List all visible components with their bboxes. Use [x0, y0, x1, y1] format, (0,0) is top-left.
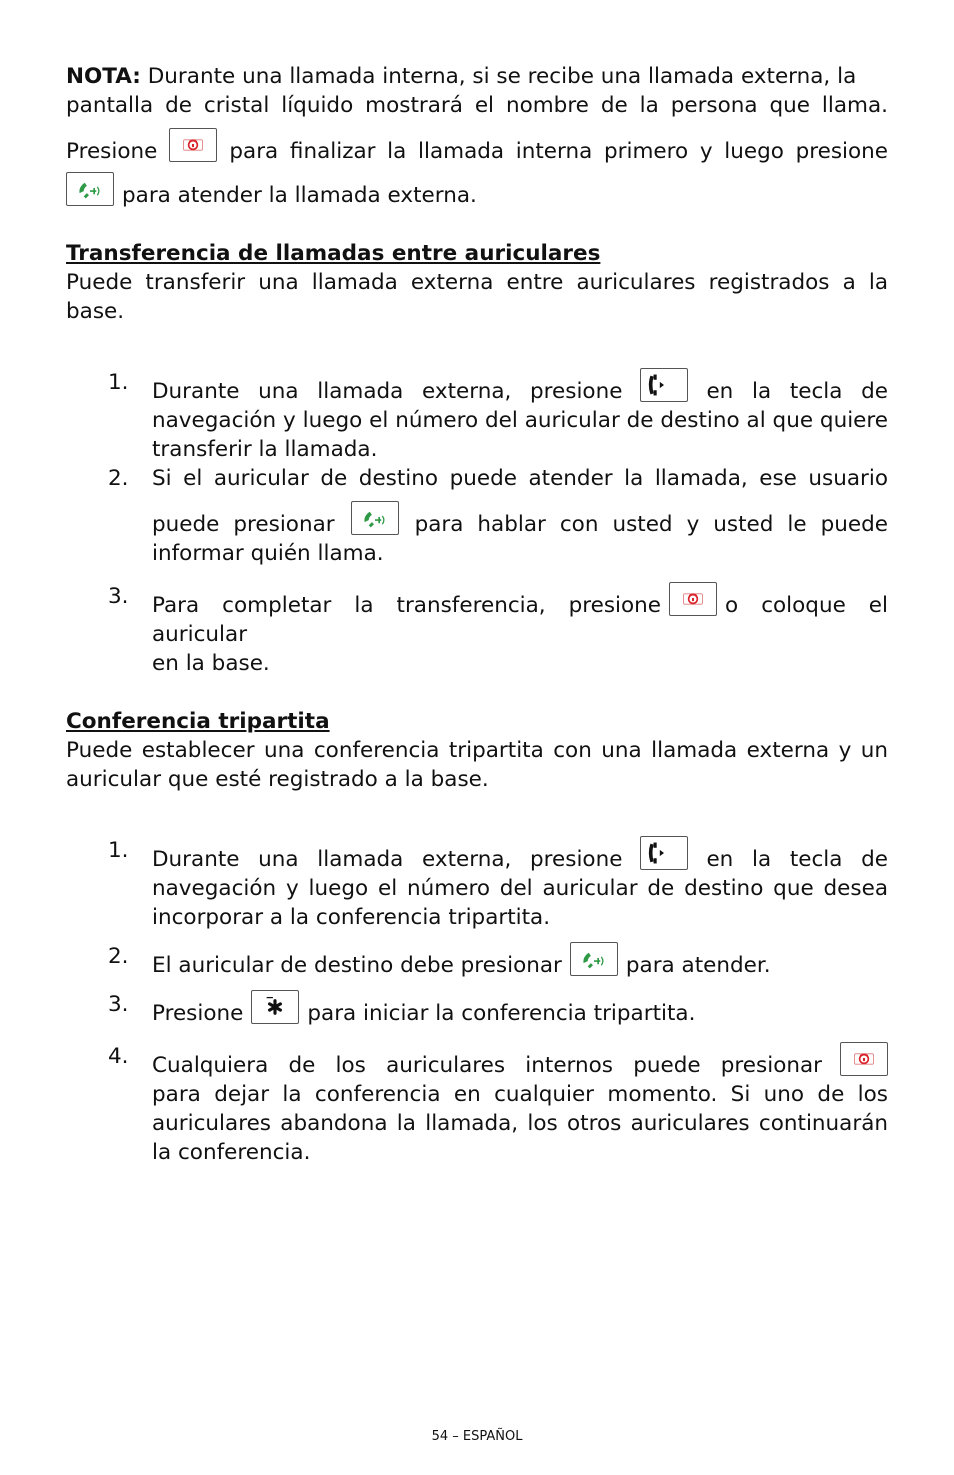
talk-key-icon	[66, 172, 114, 206]
note-label: NOTA:	[66, 64, 141, 89]
page-content	[66, 62, 888, 1167]
conference-step-1: 1. Durante una llamada externa, presione en la tecla de navegación y luego el número del auricular de destino que desea incorporar a la conferencia tripartita.	[108, 838, 888, 930]
conference-intro-2: auricular que esté registrado a la base.	[66, 767, 489, 792]
transfer-step-1: 1. Durante una llamada externa, presione en la tecla de navegación y luego el número del auricular de destino al que quiere transferir la llamada.	[108, 370, 888, 462]
page-footer: 54 – ESPAÑOL	[431, 1429, 523, 1444]
note-line-4: para atender la llamada externa.	[66, 172, 888, 210]
talk-key-icon	[351, 501, 399, 535]
conference-step-4: 4. Cualquiera de los auriculares internos puede presionar para dejar la conferencia en cualquier momento. Si uno de los auriculares abandona la llamada, los otros auriculares continuarán la conferencia.	[108, 1044, 888, 1165]
conference-heading: Conferencia tripartita	[66, 709, 330, 734]
end-call-key-icon	[669, 582, 717, 616]
end-call-key-icon	[169, 128, 217, 162]
conference-step-2: 2. El auricular de destino debe presionar para atender.	[108, 944, 771, 978]
transfer-step-3: 3. Para completar la transferencia, presione o coloque el auricular en la base.	[108, 584, 888, 676]
note-line-1: NOTA: Durante una llamada interna, si se recibe una llamada externa, la	[66, 64, 857, 89]
talk-key-icon	[570, 942, 618, 976]
end-call-key-icon	[840, 1042, 888, 1076]
intercom-key-icon	[640, 836, 688, 870]
conference-steps	[66, 836, 888, 1167]
transfer-steps	[66, 368, 888, 678]
note-line-3: Presione para finalizar la llamada interna primero y luego presione	[66, 128, 888, 166]
conference-intro-1: Puede establecer una conferencia tripartita con una llamada externa y un	[66, 738, 888, 763]
transfer-intro-2: base.	[66, 299, 125, 324]
transfer-intro-1: Puede transferir una llamada externa entre auriculares registrados a la	[66, 270, 888, 295]
note-line-2: pantalla de cristal líquido mostrará el nombre de la persona que llama.	[66, 93, 888, 118]
intercom-key-icon	[640, 368, 688, 402]
transfer-step-2: 2. Si el auricular de destino puede atender la llamada, ese usuario puede presionar para hablar con usted y usted le puede informar quién llama.	[108, 466, 888, 566]
conference-step-3: 3. Presione para iniciar la conferencia tripartita.	[108, 992, 696, 1026]
star-key-icon	[251, 990, 299, 1024]
transfer-heading: Transferencia de llamadas entre auriculares	[66, 241, 601, 266]
